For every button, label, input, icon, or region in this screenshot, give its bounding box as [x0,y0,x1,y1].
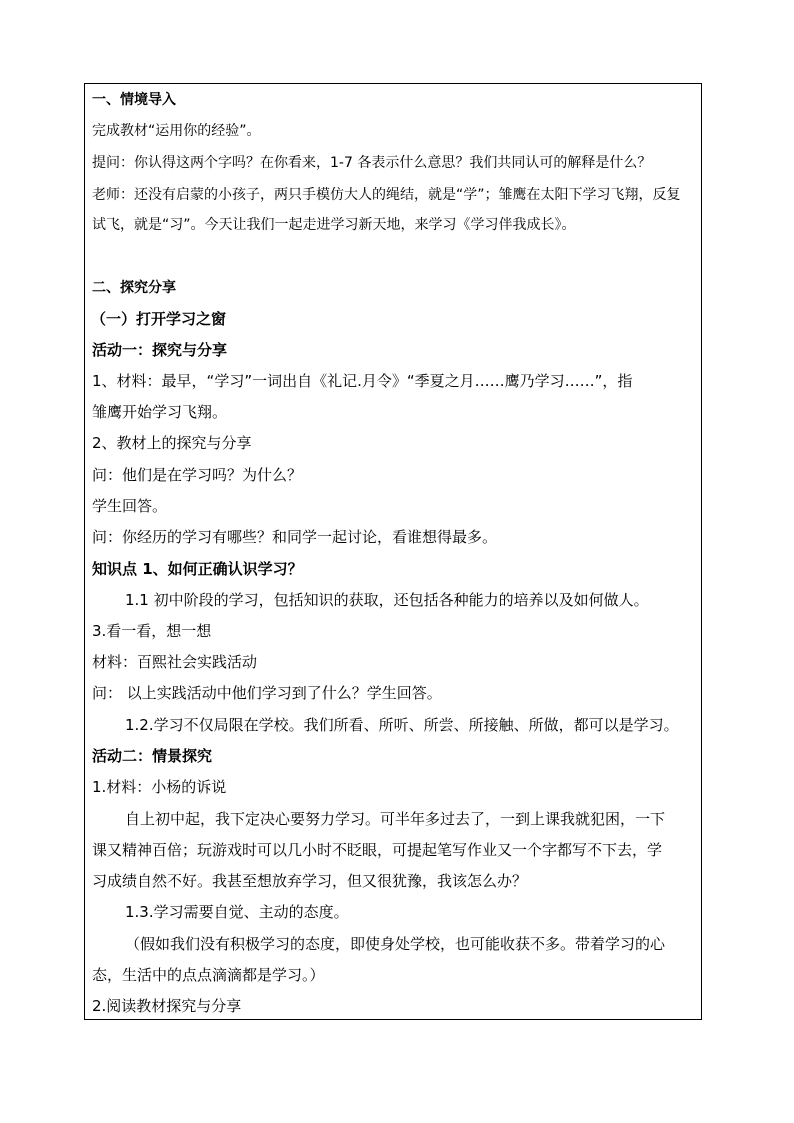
section-heading-intro: 一、情境导入 [92,92,176,108]
knowledge-point-line: 1.2.学习不仅局限在学校。我们所看、所听、所尝、所接触、所做，都可以是学习。 [125,716,679,734]
paragraph-line: 提问：你认得这两个字吗？在你看来，1-7 各表示什么意思？我们共同认可的解释是什么？ [92,155,652,171]
paragraph-line: 习成绩自然不好。我甚至想放弃学习，但又很犹豫，我该怎么办？ [92,872,528,890]
paragraph-line: 问： 以上实践活动中他们学习到了什么？学生回答。 [92,684,442,702]
paragraph-line: 1.材料：小杨的诉说 [92,778,227,796]
paragraph-line: 问：你经历的学习有哪些？和同学一起讨论，看谁想得最多。 [92,528,498,546]
paragraph-line: 老师：还没有启蒙的小孩子，两只手模仿大人的绳结，就是“学”；雏鹰在太阳下学习飞翔，反复 [92,187,681,203]
paragraph-line: 雏鹰开始学习飞翔。 [92,403,228,421]
paragraph-line: 3.看一看，想一想 [92,622,212,640]
paragraph-line: （假如我们没有积极学习的态度，即使身处学校，也可能收获不多。带着学习的心 [125,935,666,953]
paragraph-line: 1、材料：最早，“学习”一词出自《礼记.月令》“季夏之月……鹰乃学习……”，指 [92,372,633,390]
activity-heading: 活动二：情景探究 [92,747,213,765]
paragraph-line: 学生回答。 [92,497,168,515]
paragraph-line: 课又精神百倍；玩游戏时可以几小时不眨眼，可提起笔写作业又一个字都写不下去，学 [92,841,663,859]
paragraph-line: 材料：百熙社会实践活动 [92,653,258,671]
lesson-plan-table-cell [84,83,702,1020]
paragraph-line: 态，生活中的点点滴滴都是学习。） [92,966,325,984]
subsection-heading: （一）打开学习之窗 [91,310,227,328]
paragraph-line: 自上初中起，我下定决心要努力学习。可半年多过去了，一到上课我就犯困，一下 [125,810,666,828]
paragraph-line: 试飞，就是“习”。今天让我们一起走进学习新天地，来学习《学习伴我成长》。 [92,217,576,233]
knowledge-point-line: 1.1 初中阶段的学习，包括知识的获取，还包括各种能力的培养以及如何做人。 [125,591,649,609]
knowledge-point-line: 1.3.学习需要自觉、主动的态度。 [125,903,349,921]
paragraph-line: 问：他们是在学习吗？为什么？ [92,466,303,484]
activity-heading: 活动一：探究与分享 [92,341,228,359]
paragraph-line: 2.阅读教材探究与分享 [92,997,242,1015]
paragraph-line: 2、教材上的探究与分享 [92,434,252,452]
section-heading-explore: 二、探究分享 [92,280,176,296]
knowledge-point-heading: 知识点 1、如何正确认识学习？ [92,560,303,578]
paragraph-line: 完成教材“运用你的经验”。 [92,123,261,139]
